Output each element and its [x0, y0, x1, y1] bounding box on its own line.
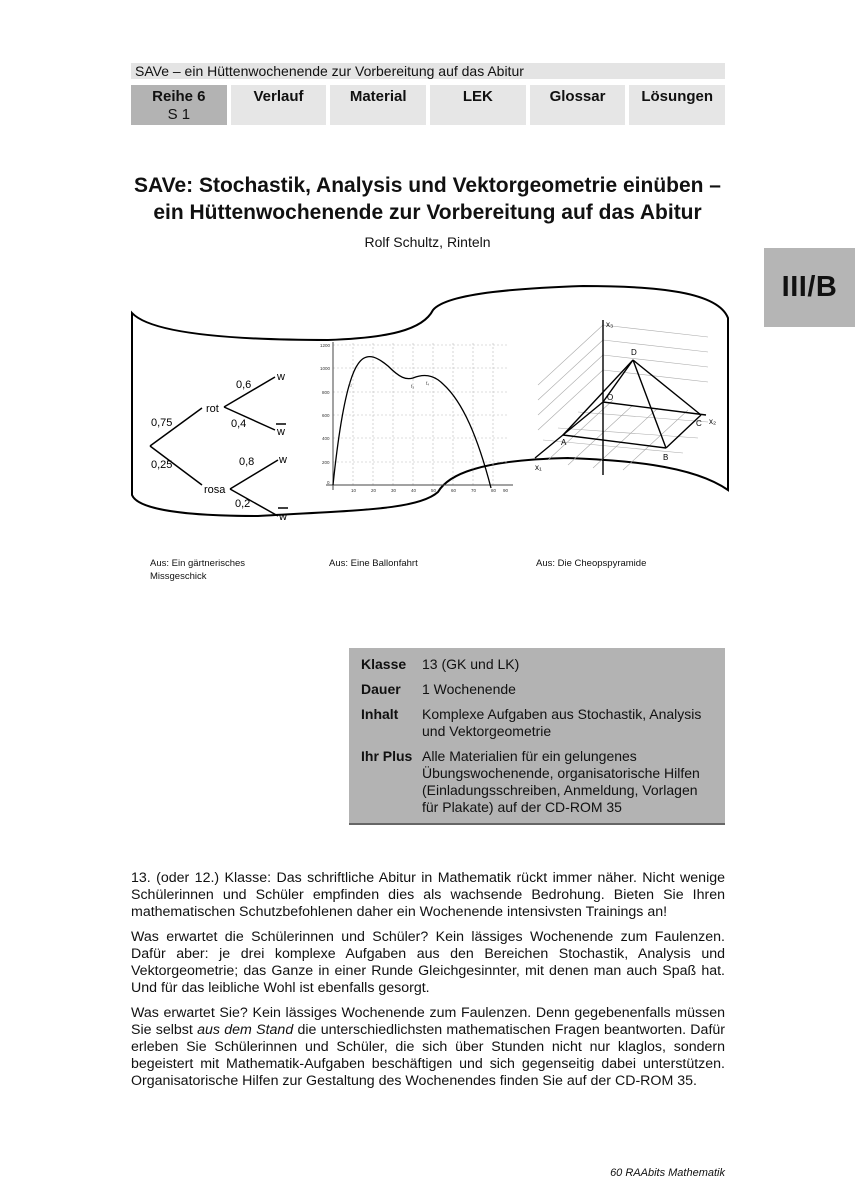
- tab-label: LEK: [462, 88, 493, 105]
- info-value: Komplexe Aufgaben aus Stochastik, Analysis und Vektorgeometrie: [422, 706, 702, 739]
- svg-text:x₂: x₂: [709, 417, 717, 426]
- tree-p-rosa-w: 0,8: [239, 456, 255, 468]
- nav-tabs: [131, 85, 725, 125]
- svg-text:30: 30: [391, 488, 397, 493]
- svg-text:50: 50: [431, 488, 437, 493]
- tab-sublabel: S 1: [167, 106, 191, 123]
- title-line-2: ein Hüttenwochenende zur Vorbereitung auf das Abitur: [153, 201, 702, 224]
- balloon-chart: [318, 338, 518, 503]
- svg-text:600: 600: [322, 413, 330, 418]
- svg-text:0: 0: [327, 480, 330, 485]
- caption-line: Aus: Ein gärtnerisches: [150, 558, 246, 569]
- caption-chart: Aus: Eine Ballonfahrt: [329, 558, 418, 569]
- tab-label: Lösungen: [641, 88, 714, 105]
- svg-text:A: A: [561, 438, 567, 447]
- svg-text:200: 200: [322, 460, 330, 465]
- paragraph-2: Was erwartet die Schülerinnen und Schüler? Kein lässiges Wochenende zum Faulenzen. Dafür aber: je drei komplexe Aufgaben aus den Bereichen Stochastik, Analysis und Vektorgeometrie; das Ganze in einer Runde Gleichgesinnter, mit denen man auch Spaß hat. Und für das leibliche Wohl ist ebenfalls gesorgt.: [131, 929, 725, 996]
- svg-text:x₁: x₁: [535, 463, 542, 472]
- svg-text:C: C: [696, 419, 702, 428]
- svg-text:w: w: [277, 371, 285, 383]
- probability-tree: [138, 360, 308, 560]
- tab-label: Material: [349, 88, 407, 105]
- tab-label: Glossar: [549, 88, 606, 105]
- paragraph-1: 13. (oder 12.) Klasse: Das schriftliche Abitur in Mathematik rückt immer näher. Nicht wenige Schülerinnen und Schüler empfinden dies als wachsende Bedrohung. Bieten Sie Ihren mathematischen Schutzbefohlenen daher ein Wochenende intensivsten Trainings an!: [131, 870, 725, 920]
- info-value: 1 Wochenende: [422, 681, 516, 697]
- info-box: [349, 648, 725, 825]
- svg-text:f₂: f₂: [349, 382, 352, 387]
- series-title: SAVe – ein Hüttenwochenende zur Vorbereitung auf das Abitur: [131, 63, 725, 79]
- caption-pyramid: Aus: Die Cheopspyramide: [536, 558, 647, 569]
- svg-text:w: w: [279, 511, 287, 523]
- svg-text:1200: 1200: [320, 343, 331, 348]
- tree-node-rot: rot: [206, 403, 219, 415]
- svg-text:80: 80: [491, 488, 497, 493]
- tree-p-rot: 0,75: [151, 417, 173, 429]
- svg-text:10: 10: [351, 488, 357, 493]
- info-row-inhalt: [361, 706, 713, 740]
- svg-text:20: 20: [371, 488, 377, 493]
- svg-text:x₃: x₃: [606, 320, 614, 329]
- info-row-klasse: [361, 656, 713, 673]
- tab-glossar[interactable]: [530, 85, 626, 125]
- caption-tree: [150, 557, 245, 583]
- header-illustration: [128, 270, 733, 582]
- svg-text:f₄: f₄: [426, 381, 430, 386]
- info-value: 13 (GK und LK): [422, 656, 520, 672]
- tab-label: Reihe 6: [152, 88, 206, 105]
- svg-text:w: w: [279, 454, 287, 466]
- svg-text:800: 800: [322, 390, 330, 395]
- tree-node-rosa: rosa: [204, 484, 226, 496]
- author: Rolf Schultz, Rinteln: [364, 234, 491, 250]
- info-label: Klasse: [361, 656, 407, 672]
- info-label: Ihr Plus: [361, 748, 413, 764]
- svg-text:D: D: [631, 348, 637, 357]
- title-line-1: SAVe: Stochastik, Analysis und Vektorgeometrie einüben –: [133, 174, 721, 197]
- tab-reihe[interactable]: [131, 85, 227, 125]
- svg-text:f₃: f₃: [411, 384, 415, 389]
- svg-text:400: 400: [322, 436, 330, 441]
- page-title: [100, 172, 755, 226]
- svg-text:O: O: [607, 393, 614, 402]
- pyramid-diagram: [523, 310, 723, 480]
- svg-text:B: B: [663, 453, 669, 462]
- info-value: Alle Materialien für ein gelungenes Übungswochenende, organisatorische Hilfen (Einladungsschreiben, Anmeldung, Vorlagen für Plakate) auf der CD-ROM 35: [422, 748, 700, 815]
- info-label: Dauer: [361, 681, 401, 697]
- tab-material[interactable]: [330, 85, 426, 125]
- text: die unterschiedlichsten mathematischen Fragen beantworten. Dafür erleben Sie Schülerinnen und Schüler, die sich über Stunden nicht nur klaglos, sondern begeistert mit Mathematik-Aufgaben beschäftigen und sich gegenseitig dabei unterstützen. Organisatorische Hilfen zur Gestaltung des Wochenendes finden Sie auf der CD-ROM 35.: [131, 1022, 725, 1089]
- tab-label: Verlauf: [253, 88, 304, 105]
- info-row-ihr-plus: [361, 748, 713, 816]
- tab-lek[interactable]: [430, 85, 526, 125]
- text: Was erwartet Sie? Kein lässiges Wochenende zum Faulenzen. Denn gegebenenfalls müssen Sie selbst: [131, 1005, 725, 1038]
- svg-text:w: w: [277, 426, 285, 438]
- footer: 60 RAAbits Mathematik: [610, 1167, 725, 1179]
- section-tab[interactable]: III/B: [764, 248, 855, 327]
- tab-loesungen[interactable]: [629, 85, 725, 125]
- svg-text:60: 60: [451, 488, 457, 493]
- info-label: Inhalt: [361, 706, 399, 722]
- paragraph-3: [131, 1005, 725, 1090]
- svg-text:1000: 1000: [320, 366, 331, 371]
- emphasis: aus dem Stand: [197, 1022, 294, 1038]
- info-row-dauer: [361, 681, 713, 698]
- tree-p-rosa-nw: 0,2: [235, 498, 251, 510]
- tree-p-rot-w: 0,6: [236, 379, 252, 391]
- svg-text:40: 40: [411, 488, 417, 493]
- svg-text:90: 90: [503, 488, 509, 493]
- tab-verlauf[interactable]: [231, 85, 327, 125]
- svg-text:70: 70: [471, 488, 477, 493]
- tree-p-rosa: 0,25: [151, 459, 173, 471]
- body-text: [131, 870, 725, 1098]
- caption-line: Missgeschick: [150, 571, 207, 582]
- tree-p-rot-nw: 0,4: [231, 418, 247, 430]
